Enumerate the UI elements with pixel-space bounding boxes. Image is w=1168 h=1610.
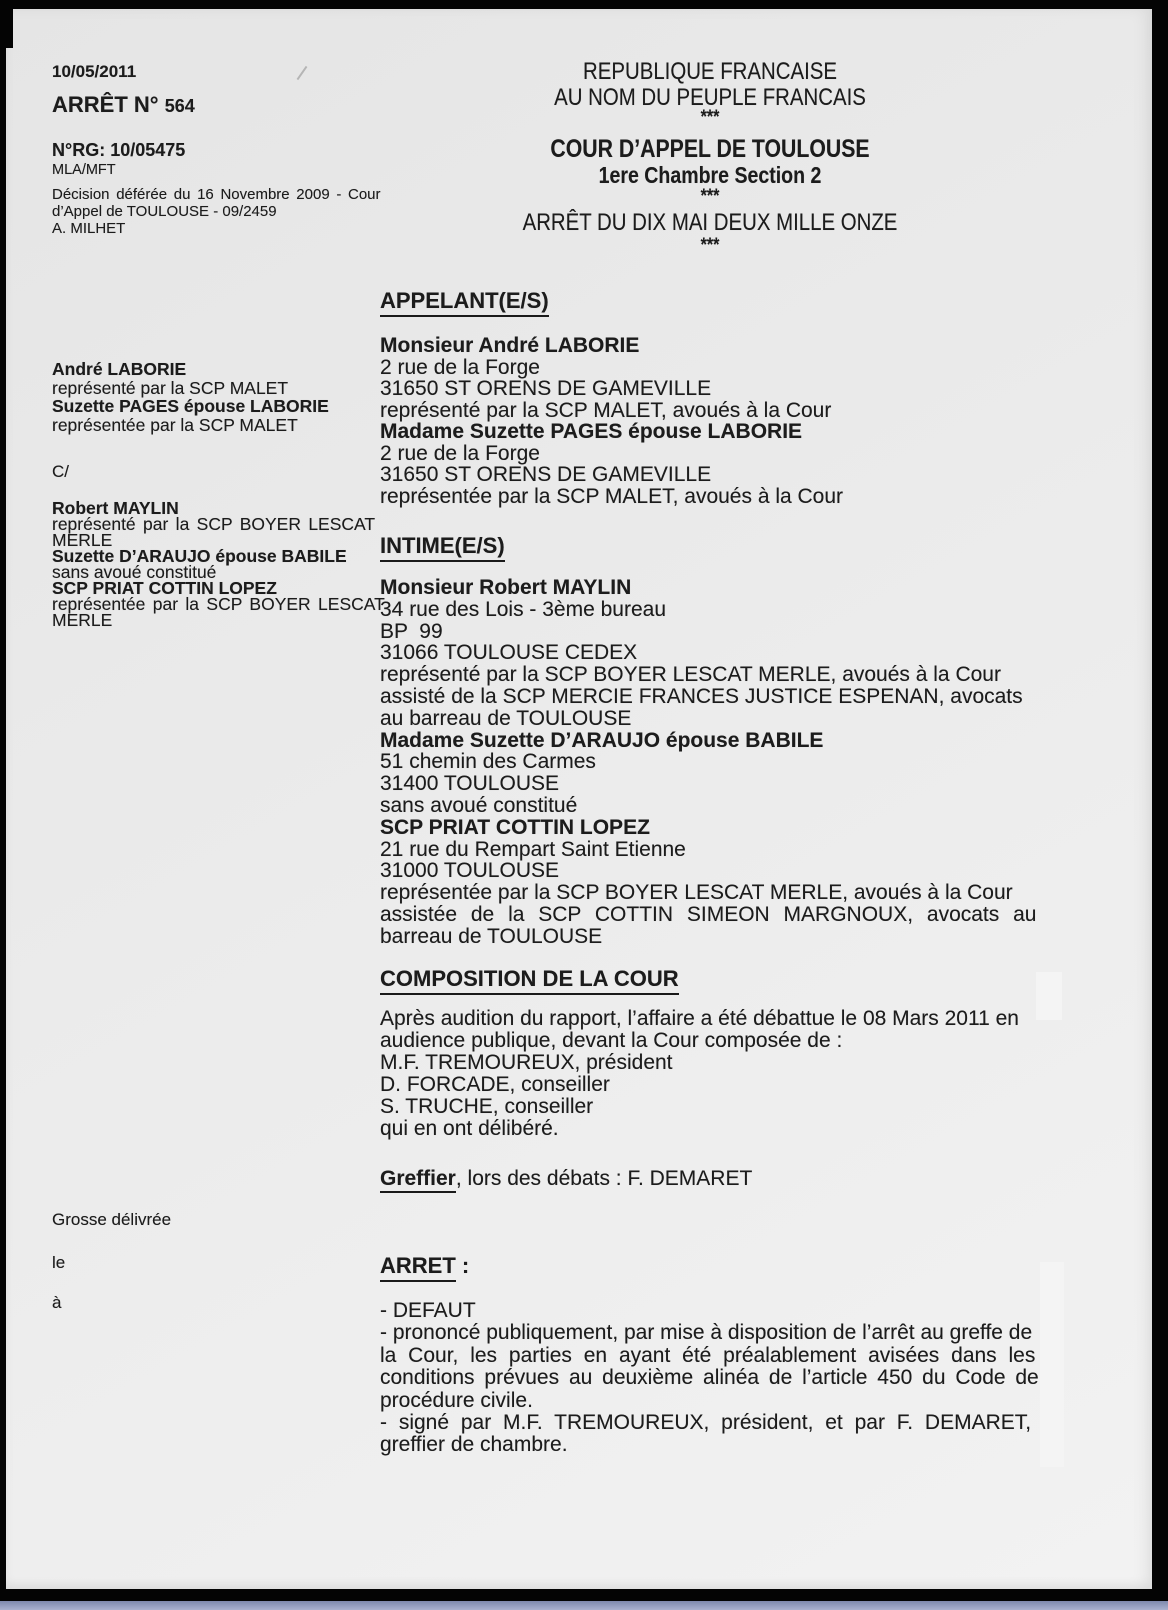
composition-line: audience publique, devant la Cour composée de : [380,1029,843,1052]
appellant-line: représenté par la SCP MALET, avoués à la Cour [380,398,832,422]
clerk-reference: MLA/MFT [52,162,116,178]
appellant-line: 31650 ST ORENS DE GAMEVILLE [380,377,712,400]
intime-heading-text: INTIME(E/S) [380,533,505,562]
greffier-text: , lors des débats : F. DEMARET [455,1167,753,1190]
appellant-line: Madame Suzette PAGES épouse LABORIE [380,420,803,443]
intime-line: 51 chemin des Carmes [380,750,596,774]
greffier-label: Greffier [380,1168,456,1193]
intime-line: 34 rue des Lois - 3ème bureau [380,597,667,621]
arret-heading-text: ARRET [380,1253,456,1282]
versus-label: C/ [52,462,69,481]
composition-heading-text: COMPOSITION DE LA COUR [380,966,679,995]
scan-bottom-edge [0,1601,1168,1610]
greffier-line [380,1168,752,1193]
intime-line: 31066 TOULOUSE CEDEX [380,641,638,665]
magistrate-name: A. MILHET [52,220,126,237]
republic-line: REPUBLIQUE FRANCAISE [583,58,837,85]
party-representation: sans avoué constitué [52,562,217,582]
intime-line: Madame Suzette D’ARAUJO épouse BABILE [380,728,824,752]
arret-line: - DEFAUT [380,1299,476,1322]
party-representation: représentée par la SCP BOYER LESCAT [52,594,385,614]
arret-line: greffier de chambre. [380,1433,568,1457]
party-name: Suzette PAGES épouse LABORIE [52,396,329,416]
appellant-line: Monsieur André LABORIE [380,334,640,357]
party-representation: représenté par la SCP BOYER LESCAT [52,514,376,534]
margin-appellants [52,360,384,434]
intime-line: SCP PRIAT COTTIN LOPEZ [380,815,650,839]
arret-number-value: 564 [164,96,195,116]
composition-line: qui en ont délibéré. [380,1117,559,1140]
intime-heading [380,533,505,562]
arret-line: conditions prévues au deuxième alinéa de l’article 450 du Code de [380,1366,1039,1390]
stars-separator: *** [700,107,720,128]
intime-line: représenté par la SCP BOYER LESCAT MERLE, avoués à la Cour [380,663,1001,687]
party-name: Robert MAYLIN [52,498,179,518]
intime-block [380,577,1036,948]
intime-line: barreau de TOULOUSE [380,924,603,948]
rg-number: N°RG: 10/05475 [52,140,186,160]
arret-number-label: ARRÊT N° [52,92,165,117]
party-name: André LABORIE [52,359,187,379]
referred-decision-line: Décision déférée du 16 Novembre 2009 - Cour [52,186,381,203]
intime-line: BP 99 [380,619,443,643]
arret-heading [380,1253,469,1282]
appellant-heading-text: APPELANT(E/S) [380,288,549,317]
intime-line: Monsieur Robert MAYLIN [380,576,632,599]
arret-line: - signé par M.F. TREMOUREUX, président, et par F. DEMARET, [380,1411,1032,1435]
intime-line: assistée de la SCP COTTIN SIMEON MARGNOUX, avocats au [380,902,1037,926]
arret-line: la Cour, les parties en ayant été préalablement avisées dans les [380,1343,1036,1367]
party-name: Suzette D’ARAUJO épouse BABILE [52,546,347,566]
scan-corner-shadow [0,0,13,48]
stars-separator: *** [700,186,720,207]
appellant-heading [380,288,549,317]
arret-line: procédure civile. [380,1388,533,1412]
arret-date-title: ARRÊT DU DIX MAI DEUX MILLE ONZE [522,209,898,236]
intime-line: au barreau de TOULOUSE [380,706,632,730]
intime-line: 31400 TOULOUSE [380,772,559,796]
appellant-line: 2 rue de la Forge [380,355,540,379]
party-representation: représenté par la SCP MALET [52,377,289,398]
composition-block [380,1008,1019,1140]
appellant-line: 2 rue de la Forge [380,441,540,465]
scan-light-patch [1036,972,1062,1020]
chamber-name: 1ere Chambre Section 2 [598,162,822,188]
margin-respondents [52,500,384,628]
intime-line: assisté de la SCP MERCIE FRANCES JUSTICE ESPENAN, avocats [380,684,1023,708]
appellant-block [380,335,843,507]
court-name: COUR D’APPEL DE TOULOUSE [550,135,870,163]
party-representation: MERLE [52,610,113,630]
composition-line: Après audition du rapport, l’affaire a été débattue le 08 Mars 2011 en [380,1007,1019,1030]
appellant-line: représentée par la SCP MALET, avoués à la Cour [380,484,844,508]
composition-line: D. FORCADE, conseiller [380,1073,610,1096]
grosse-delivree-label: Grosse délivrée [52,1210,172,1229]
composition-line: S. TRUCHE, conseiller [380,1095,594,1118]
arret-heading-colon: : [455,1253,470,1278]
le-label: le [52,1253,66,1272]
stars-separator: *** [700,235,720,256]
arret-number-line [52,92,195,118]
arret-line: - prononcé publiquement, par mise à disposition de l’arrêt au greffe de [380,1321,1033,1345]
scan-light-patch [1040,1262,1064,1467]
intime-line: 31000 TOULOUSE [380,859,559,883]
referred-decision-line: d’Appel de TOULOUSE - 09/2459 [52,203,277,220]
composition-heading [380,966,679,995]
party-name: SCP PRIAT COTTIN LOPEZ [52,578,277,598]
a-label: à [52,1293,62,1312]
party-representation: MERLE [52,530,113,550]
intime-line: 21 rue du Rempart Saint Etienne [380,837,686,861]
peuple-line: AU NOM DU PEUPLE FRANCAIS [554,84,866,111]
intime-line: sans avoué constitué [380,793,578,817]
appellant-line: 31650 ST ORENS DE GAMEVILLE [380,463,712,486]
party-representation: représentée par la SCP MALET [52,414,298,435]
decision-date: 10/05/2011 [52,62,137,81]
arret-block [380,1300,1039,1457]
intime-line: représentée par la SCP BOYER LESCAT MERLE, avoués à la Cour [380,881,1013,905]
composition-line: M.F. TREMOUREUX, président [380,1051,673,1074]
